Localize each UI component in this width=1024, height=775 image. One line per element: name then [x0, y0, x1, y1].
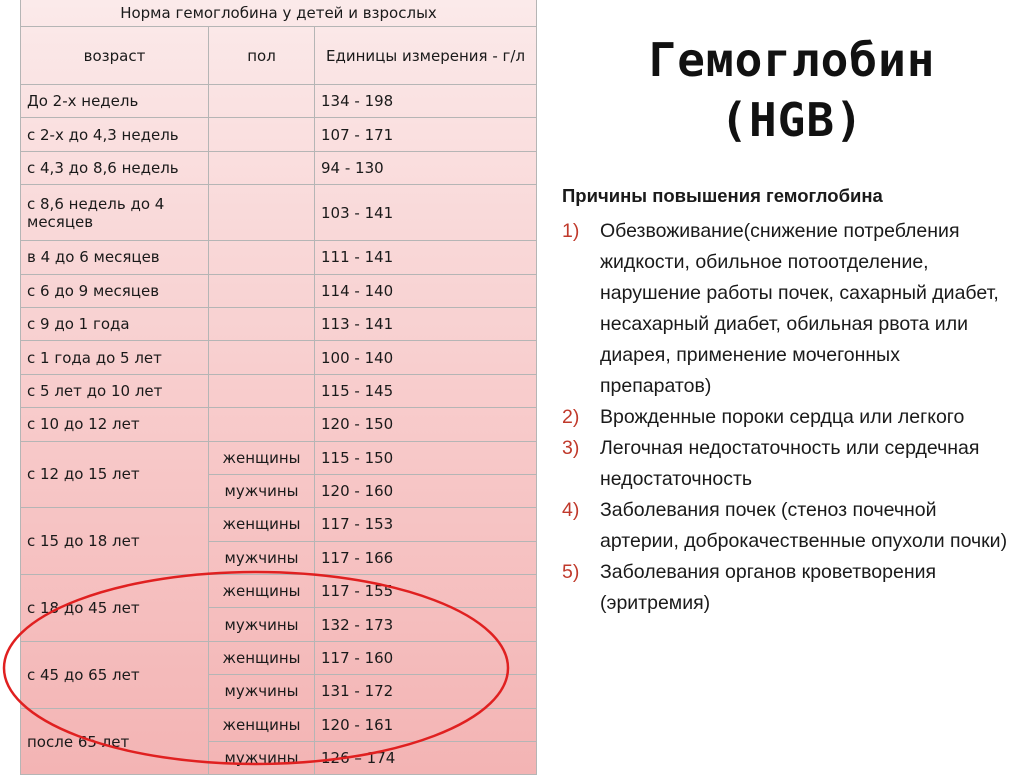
description-panel	[562, 0, 1024, 767]
value-cell: 117 - 166	[315, 541, 537, 574]
table-row	[21, 118, 537, 151]
table-row	[21, 408, 537, 441]
age-cell: с 5 лет до 10 лет	[21, 374, 209, 407]
value-cell: 115 - 150	[315, 441, 537, 474]
list-item	[562, 557, 1012, 619]
sex-cell	[209, 374, 315, 407]
sex-cell: мужчины	[209, 742, 315, 775]
list-item	[562, 216, 1012, 402]
value-cell: 132 - 173	[315, 608, 537, 641]
sex-cell: мужчины	[209, 541, 315, 574]
value-cell: 131 - 172	[315, 675, 537, 708]
age-cell: с 4,3 до 8,6 недель	[21, 151, 209, 184]
table-row	[21, 708, 537, 741]
item-text: Заболевания почек (стеноз почечной артерии, доброкачественные опухоли почки)	[600, 499, 1008, 552]
table-row	[21, 441, 537, 474]
sex-cell	[209, 85, 315, 118]
header-units: Единицы измерения - г/л	[315, 27, 537, 85]
causes-list	[562, 216, 1012, 619]
table-row	[21, 185, 537, 241]
sex-cell	[209, 341, 315, 374]
age-cell: после 65 лет	[21, 708, 209, 775]
table-row	[21, 575, 537, 608]
sex-cell	[209, 118, 315, 151]
sex-cell: мужчины	[209, 608, 315, 641]
item-text: Врожденные пороки сердца или легкого	[600, 406, 965, 428]
age-cell: с 15 до 18 лет	[21, 508, 209, 575]
page-title-line2: (HGB)	[720, 93, 864, 147]
value-cell: 113 - 141	[315, 307, 537, 340]
sex-cell	[209, 241, 315, 274]
value-cell: 120 - 150	[315, 408, 537, 441]
age-cell: с 45 до 65 лет	[21, 641, 209, 708]
age-cell: с 1 года до 5 лет	[21, 341, 209, 374]
age-cell: До 2-х недель	[21, 85, 209, 118]
value-cell: 126 – 174	[315, 742, 537, 775]
item-number: 3)	[562, 437, 580, 459]
table-row	[21, 307, 537, 340]
page-title	[602, 30, 982, 150]
table-row	[21, 274, 537, 307]
value-cell: 117 - 160	[315, 641, 537, 674]
causes-heading: Причины повышения гемоглобина	[562, 185, 883, 206]
sex-cell: женщины	[209, 575, 315, 608]
value-cell: 94 - 130	[315, 151, 537, 184]
age-cell: с 9 до 1 года	[21, 307, 209, 340]
sex-cell	[209, 274, 315, 307]
age-cell: с 2-х до 4,3 недель	[21, 118, 209, 151]
header-sex: пол	[209, 27, 315, 85]
item-text: Легочная недостаточность или сердечная недостаточность	[600, 437, 980, 490]
sex-cell: женщины	[209, 708, 315, 741]
table-row	[21, 85, 537, 118]
value-cell: 120 - 160	[315, 474, 537, 507]
value-cell: 134 - 198	[315, 85, 537, 118]
age-cell: с 18 до 45 лет	[21, 575, 209, 642]
sex-cell: мужчины	[209, 474, 315, 507]
age-cell: с 12 до 15 лет	[21, 441, 209, 508]
sex-cell	[209, 185, 315, 241]
table-row	[21, 641, 537, 674]
value-cell: 120 - 161	[315, 708, 537, 741]
item-number: 4)	[562, 499, 580, 521]
value-cell: 117 - 155	[315, 575, 537, 608]
value-cell: 100 - 140	[315, 341, 537, 374]
sex-cell: мужчины	[209, 675, 315, 708]
table-row	[21, 241, 537, 274]
item-number: 2)	[562, 406, 580, 428]
value-cell: 117 - 153	[315, 508, 537, 541]
age-cell: с 6 до 9 месяцев	[21, 274, 209, 307]
item-number: 5)	[562, 561, 580, 583]
table-title: Норма гемоглобина у детей и взрослых	[21, 0, 537, 27]
table-row	[21, 374, 537, 407]
sex-cell: женщины	[209, 508, 315, 541]
sex-cell: женщины	[209, 641, 315, 674]
table-row	[21, 151, 537, 184]
item-text: Обезвоживание(снижение потребления жидкости, обильное потоотделение, нарушение работы почек, сахарный диабет, несахарный диабет, обильная рвота или диарея, применение мочегонных препаратов)	[600, 220, 999, 397]
table-row	[21, 341, 537, 374]
value-cell: 115 - 145	[315, 374, 537, 407]
value-cell: 107 - 171	[315, 118, 537, 151]
age-cell: в 4 до 6 месяцев	[21, 241, 209, 274]
sex-cell	[209, 151, 315, 184]
list-item	[562, 402, 1012, 433]
age-cell: с 10 до 12 лет	[21, 408, 209, 441]
sex-cell: женщины	[209, 441, 315, 474]
value-cell: 111 - 141	[315, 241, 537, 274]
hemoglobin-norms-table	[20, 0, 537, 775]
sex-cell	[209, 408, 315, 441]
age-cell: с 8,6 недель до 4 месяцев	[21, 185, 209, 241]
header-age: возраст	[21, 27, 209, 85]
value-cell: 114 - 140	[315, 274, 537, 307]
list-item	[562, 433, 1012, 495]
sex-cell	[209, 307, 315, 340]
page-title-line1: Гемоглобин	[648, 33, 936, 87]
list-item	[562, 495, 1012, 557]
table-row	[21, 508, 537, 541]
item-text: Заболевания органов кроветворения (эритремия)	[600, 561, 937, 614]
value-cell: 103 - 141	[315, 185, 537, 241]
item-number: 1)	[562, 220, 580, 242]
